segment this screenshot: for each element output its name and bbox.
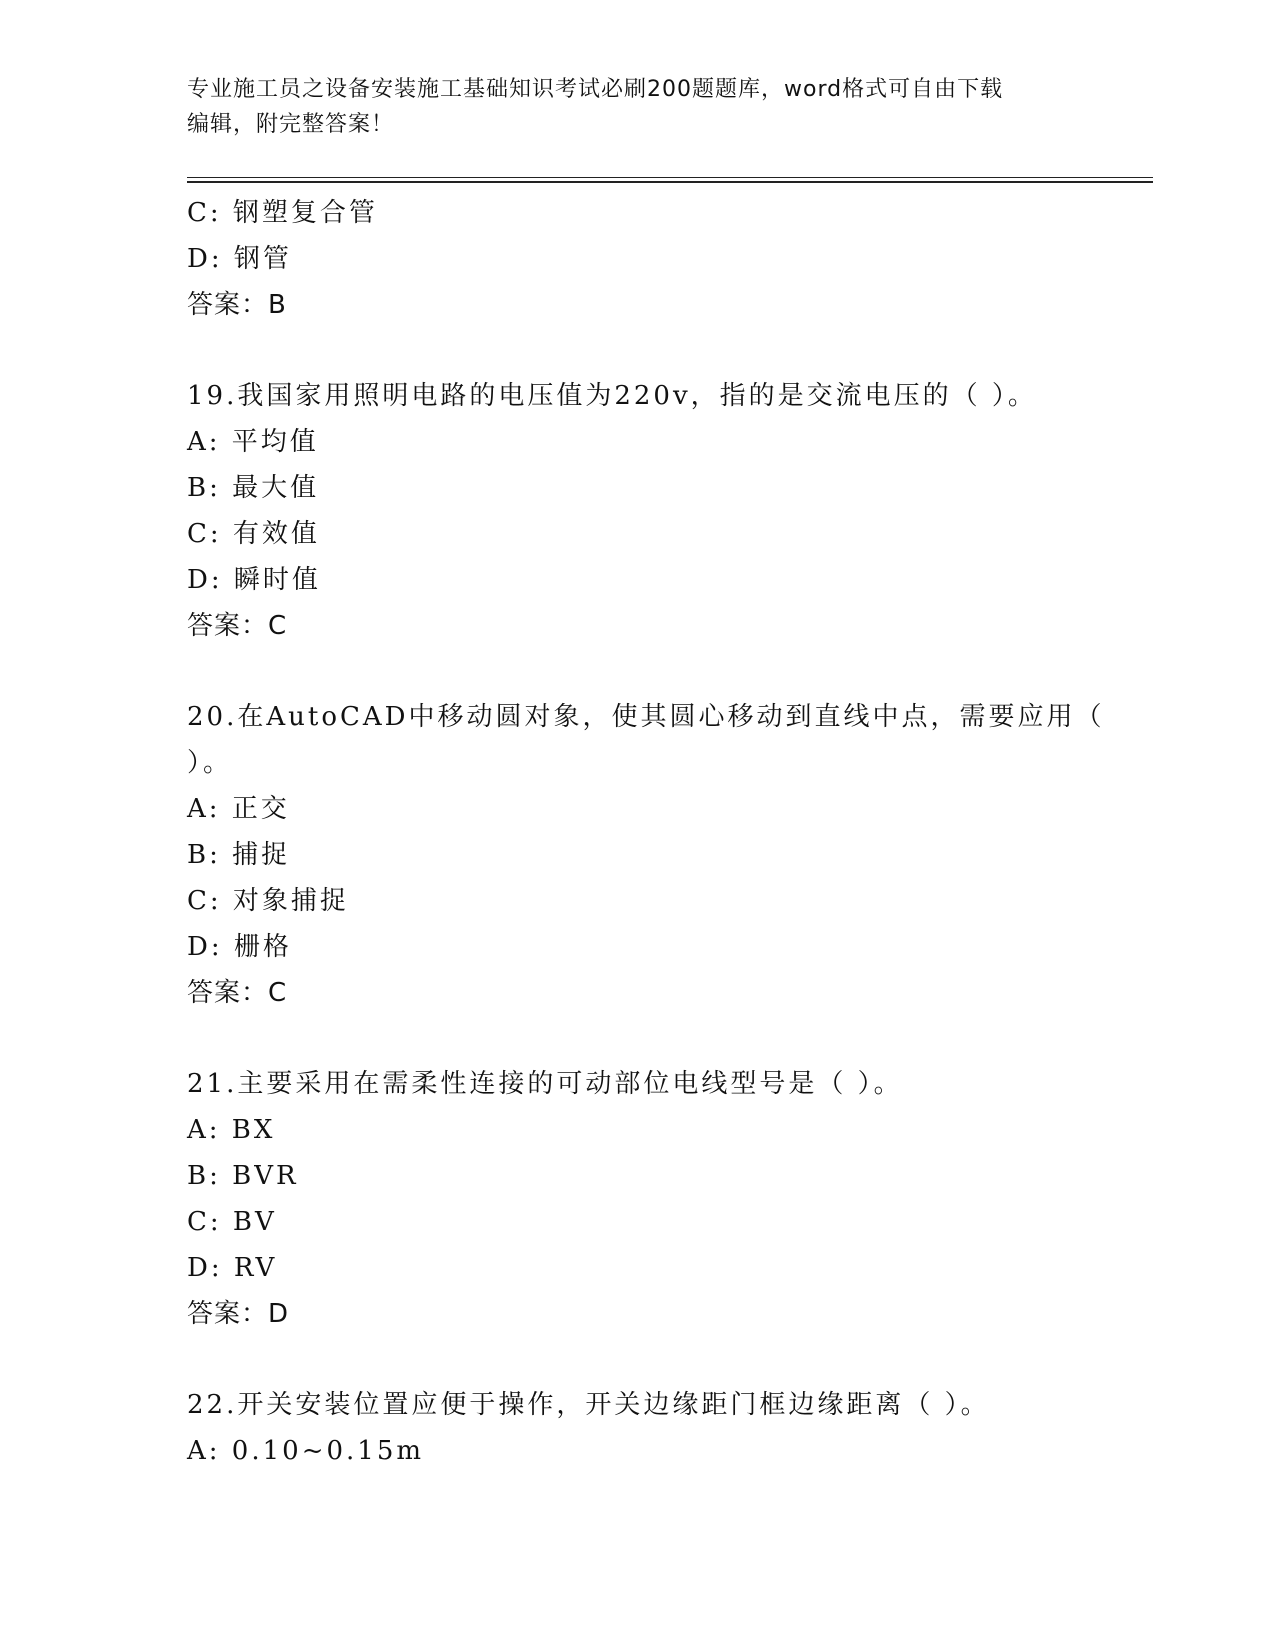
question-block-22	[187, 1382, 1087, 1474]
option-b: B: BVR	[187, 1161, 299, 1191]
question-stem-continued: ）。	[187, 748, 233, 778]
spacer	[187, 1337, 1087, 1382]
question-stem: 22.开关安装位置应便于操作，开关边缘距门框边缘距离（ ）。	[187, 1390, 990, 1420]
answer-line: 答案：C	[187, 611, 288, 641]
option-b: B: 最大值	[187, 473, 320, 503]
option-c: C: 钢塑复合管	[187, 198, 378, 228]
option-c: C: 有效值	[187, 519, 320, 549]
question-stem: 20.在AutoCAD中移动圆对象，使其圆心移动到直线中点，需要应用（	[187, 702, 1105, 732]
answer-line: 答案：C	[187, 978, 288, 1008]
header-line-2: 编辑，附完整答案！	[187, 112, 395, 137]
option-d: D: RV	[187, 1253, 278, 1283]
option-d: D: 栅格	[187, 932, 292, 962]
option-a: A: 正交	[187, 794, 290, 824]
spacer	[187, 1016, 1087, 1061]
option-a: A: BX	[187, 1115, 276, 1145]
question-stem: 21.主要采用在需柔性连接的可动部位电线型号是（ ）。	[187, 1069, 903, 1099]
answer-line: 答案：B	[187, 290, 287, 320]
option-a: A: 0.10~0.15m	[187, 1436, 425, 1466]
option-c: C: BV	[187, 1207, 277, 1237]
option-d: D: 瞬时值	[187, 565, 321, 595]
question-block-19	[187, 373, 1087, 649]
answer-line: 答案：D	[187, 1299, 290, 1329]
question-block-previous	[187, 190, 1087, 328]
question-list	[187, 190, 1105, 1474]
question-stem: 19.我国家用照明电路的电压值为220v，指的是交流电压的（ ）。	[187, 381, 1037, 411]
header-line-1: 专业施工员之设备安装施工基础知识考试必刷200题题库，word格式可自由下载	[187, 77, 1004, 102]
option-b: B: 捕捉	[187, 840, 291, 870]
option-a: A: 平均值	[187, 427, 319, 457]
option-c: C: 对象捕捉	[187, 886, 349, 916]
question-block-21	[187, 1061, 1087, 1337]
spacer	[187, 649, 1087, 694]
spacer	[187, 328, 1087, 373]
header-divider-thin	[187, 177, 1153, 178]
document-header	[187, 72, 1087, 142]
question-block-20	[187, 694, 1105, 1016]
option-d: D: 钢管	[187, 244, 292, 274]
header-divider-thick	[187, 181, 1153, 183]
